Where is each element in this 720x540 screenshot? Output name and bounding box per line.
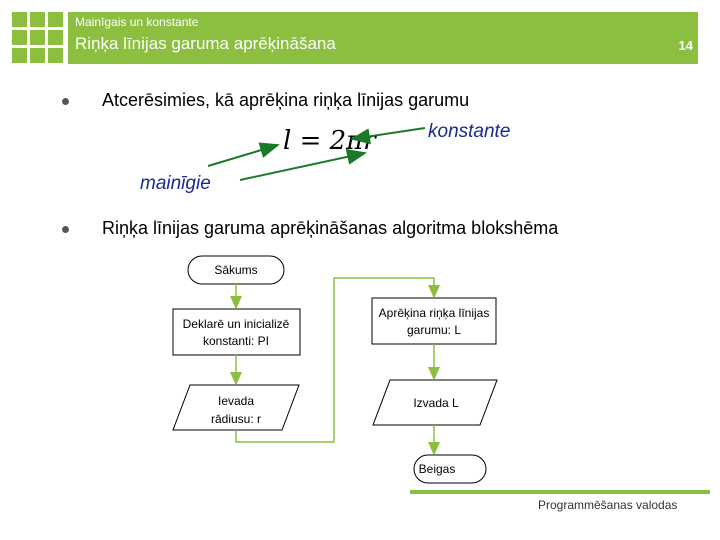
konstante-label: konstante xyxy=(428,121,511,142)
slide-title: Riņķa līnijas garuma aprēķināšana xyxy=(75,34,336,53)
bullet-text-2: Riņķa līnijas garuma aprēķināšanas algoritma blokshēma xyxy=(102,218,559,238)
compute-label-line2: garumu: L xyxy=(406,323,462,337)
declare-label-line2: konstanti: PI xyxy=(202,334,270,348)
page-number: 14 xyxy=(678,38,693,53)
formula: l = 2πr xyxy=(283,126,376,156)
input-label-line1: Ievada xyxy=(217,394,255,408)
slide-subtitle: Mainīgais un konstante xyxy=(75,15,199,29)
bullet-text-1: Atcerēsimies, kā aprēķina riņķa līnijas garumu xyxy=(102,90,470,110)
input-label-line2: rādiusu: r xyxy=(210,412,262,426)
compute-label-line1: Aprēķina riņķa līnijas xyxy=(378,306,490,320)
compute-process xyxy=(372,298,496,344)
output-label: Izvada L xyxy=(413,396,459,410)
declare-process xyxy=(173,309,300,355)
start-label: Sākums xyxy=(214,263,258,277)
end-label: Beigas xyxy=(418,462,456,476)
footer-text: Programmēšanas valodas xyxy=(538,498,678,512)
mainigie-label: mainīgie xyxy=(140,173,211,194)
footer-divider xyxy=(410,490,710,494)
declare-label-line1: Deklarē un inicializē xyxy=(182,317,290,331)
